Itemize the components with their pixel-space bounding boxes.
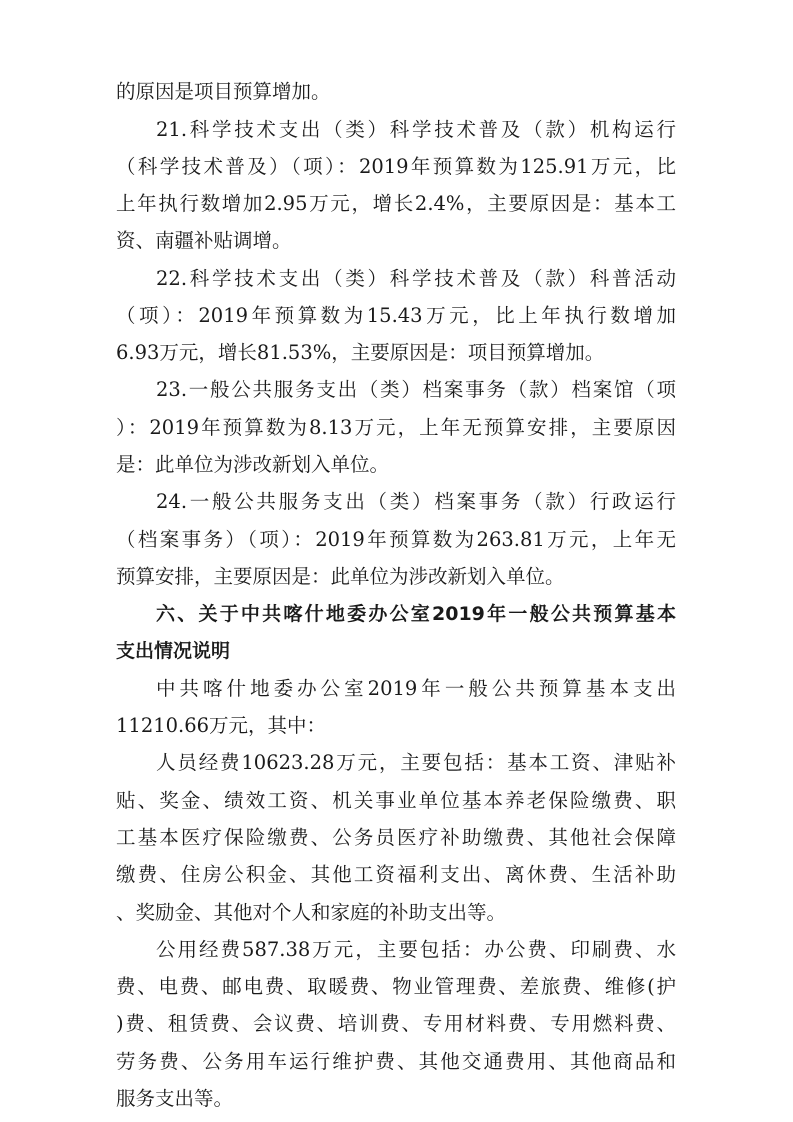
text-line: 缴费、住房公积金、其他工资福利支出、离休费、生活补助 bbox=[116, 863, 676, 886]
text-line: 费、电费、邮电费、取暖费、物业管理费、差旅费、维修(护 bbox=[116, 975, 676, 998]
text-line: 劳务费、公务用车运行维护费、其他交通费用、其他商品和 bbox=[116, 1050, 676, 1073]
text-line: 11210.66万元，其中： bbox=[116, 714, 327, 737]
text-line: 22.科学技术支出（类）科学技术普及（款）科普活动 bbox=[156, 267, 676, 290]
text-line: 是：此单位为涉改新划入单位。 bbox=[116, 453, 390, 476]
text-line: 中共喀什地委办公室2019年一般公共预算基本支出 bbox=[156, 677, 676, 700]
text-line: 、奖励金、其他对个人和家庭的补助支出等。 bbox=[116, 901, 507, 924]
text-line: 人员经费10623.28万元，主要包括：基本工资、津贴补 bbox=[156, 751, 676, 774]
text-line: 6.93万元，增长81.53%，主要原因是：项目预算增加。 bbox=[116, 341, 605, 364]
text-line: 预算安排，主要原因是：此单位为涉改新划入单位。 bbox=[116, 565, 565, 588]
text-line: ）：2019年预算数为8.13万元，上年无预算安排，主要原因 bbox=[116, 416, 676, 439]
text-line: 工基本医疗保险缴费、公务员医疗补助缴费、其他社会保障 bbox=[116, 826, 676, 849]
text-line: 24.一般公共服务支出（类）档案事务（款）行政运行 bbox=[156, 490, 676, 513]
text-line: （档案事务）（项）：2019年预算数为263.81万元，上年无 bbox=[116, 528, 676, 551]
text-line: （项）：2019年预算数为15.43万元，比上年执行数增加 bbox=[116, 304, 676, 327]
section-heading: 支出情况说明 bbox=[116, 640, 231, 662]
text-line: 贴、奖金、绩效工资、机关事业单位基本养老保险缴费、职 bbox=[116, 789, 676, 812]
section-heading: 六、关于中共喀什地委办公室2019年一般公共预算基本 bbox=[156, 603, 676, 625]
text-line: 21.科学技术支出（类）科学技术普及（款）机构运行 bbox=[156, 118, 676, 141]
text-line: 上年执行数增加2.95万元，增长2.4%，主要原因是：基本工 bbox=[116, 192, 676, 215]
text-line: )费、租赁费、会议费、培训费、专用材料费、专用燃料费、 bbox=[116, 1012, 676, 1035]
text-line: 公用经费587.38万元，主要包括：办公费、印刷费、水 bbox=[156, 938, 676, 961]
text-line: 服务支出等。 bbox=[116, 1087, 234, 1110]
text-line: 23.一般公共服务支出（类）档案事务（款）档案馆（项 bbox=[156, 378, 676, 401]
text-line: （科学技术普及）（项）：2019年预算数为125.91万元，比 bbox=[116, 155, 676, 178]
text-line: 的原因是项目预算增加。 bbox=[116, 80, 331, 103]
text-line: 资、南疆补贴调增。 bbox=[116, 229, 292, 252]
